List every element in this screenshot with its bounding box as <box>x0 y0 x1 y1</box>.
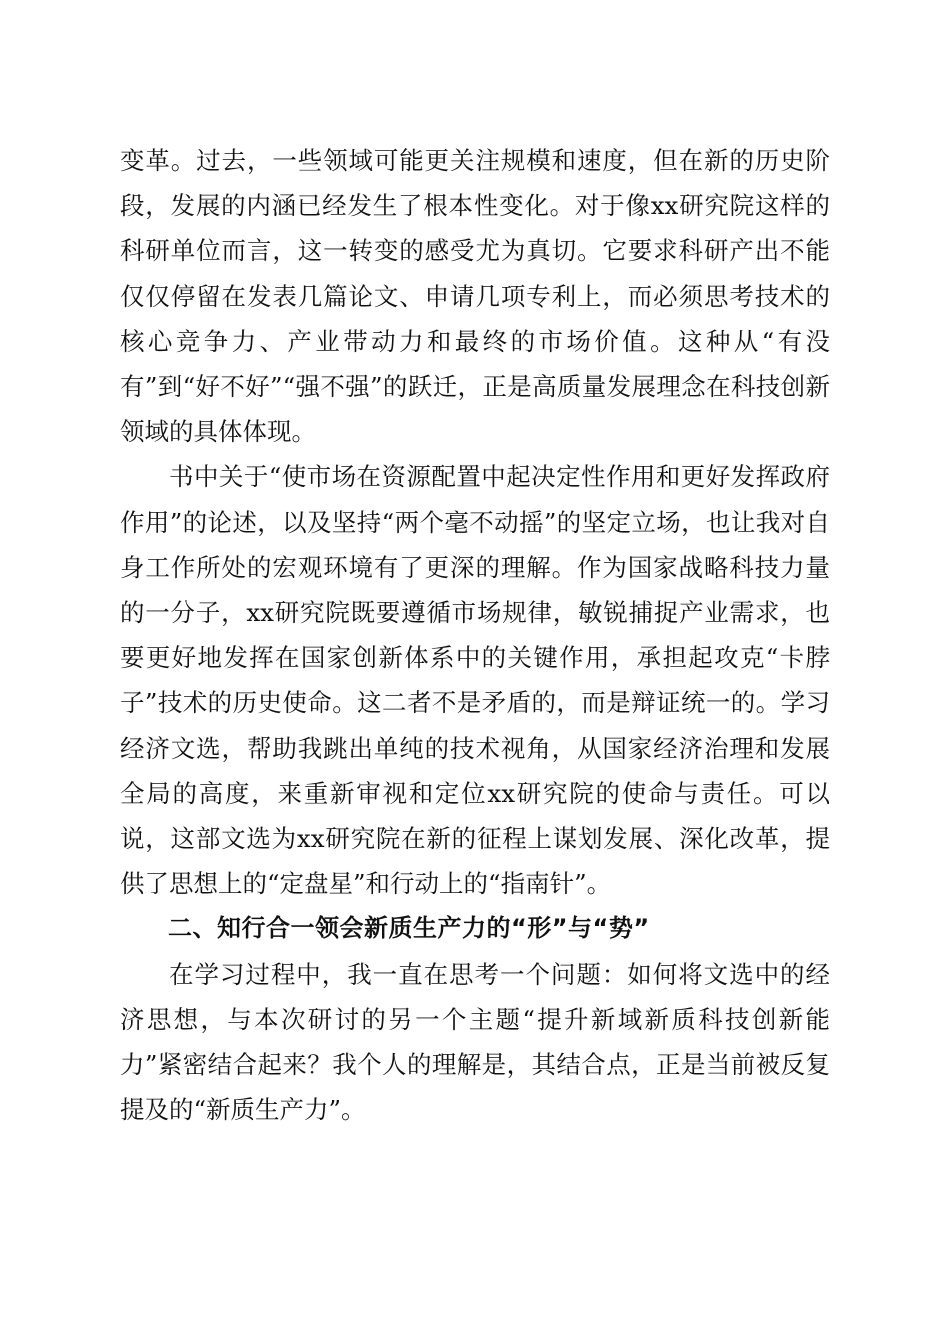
document-body <box>120 138 830 1132</box>
paragraph-3: 在学习过程中，我一直在思考一个问题：如何将文选中的经济思想，与本次研讨的另一个主题“提升新域新质科技创新能力”紧密结合起来？我个人的理解是，其结合点，正是当前被反复提及的“新质生产力”。 <box>120 959 830 1125</box>
paragraph-1: 变革。过去，一些领域可能更关注规模和速度，但在新的历史阶段，发展的内涵已经发生了根本性变化。对于像xx研究院这样的科研单位而言，这一转变的感受尤为真切。它要求科研产出不能仅仅停留在发表几篇论文、申请几项专利上，而必须思考技术的核心竞争力、产业带动力和最终的市场价值。这种从“有没有”到“好不好”“强不强”的跃迁，正是高质量发展理念在科技创新领域的具体体现。 <box>120 146 830 447</box>
paragraph-2: 书中关于“使市场在资源配置中起决定性作用和更好发挥政府作用”的论述，以及坚持“两个毫不动摇”的坚定立场，也让我对自身工作所处的宏观环境有了更深的理解。作为国家战略科技力量的一分子，xx研究院既要遵循市场规律，敏锐捕捉产业需求，也要更好地发挥在国家创新体系中的关键作用，承担起攻克“卡脖子”技术的历史使命。这二者不是矛盾的，而是辩证统一的。学习经济文选，帮助我跳出单纯的技术视角，从国家经济治理和发展全局的高度，来重新审视和定位xx研究院的使命与责任。可以说，这部文选为xx研究院在新的征程上谋划发展、深化改革，提供了思想上的“定盘星”和行动上的“指南针”。 <box>120 462 830 899</box>
section-heading: 二、知行合一领会新质生产力的“形”与“势” <box>168 914 650 943</box>
